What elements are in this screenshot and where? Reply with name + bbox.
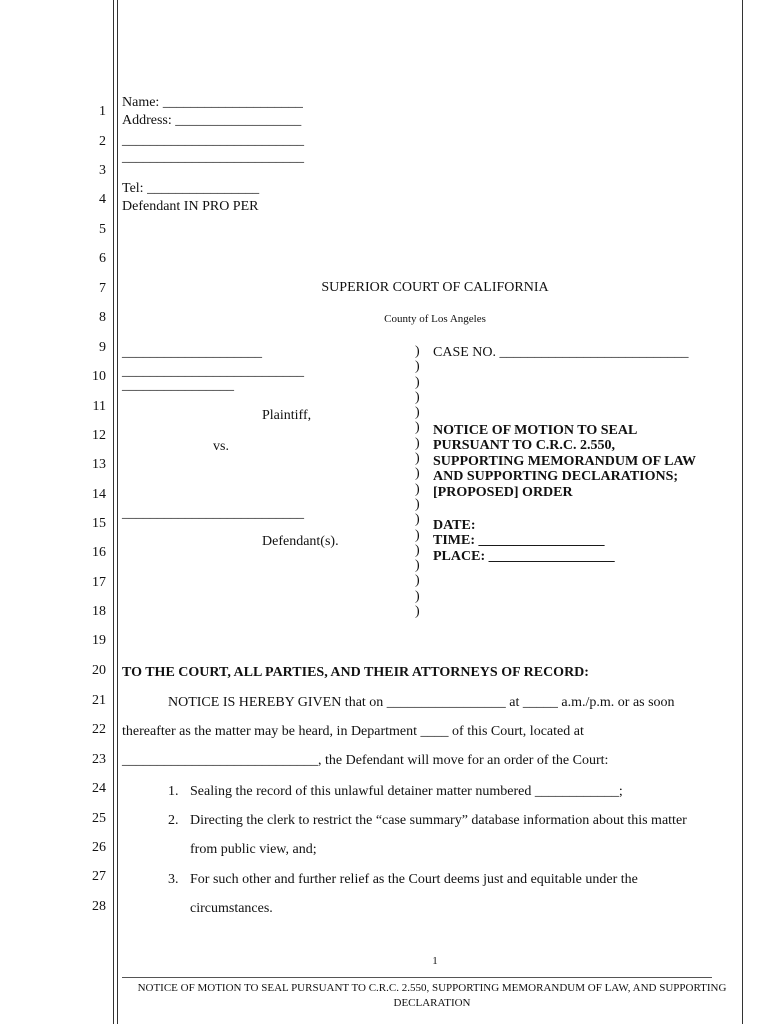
document-title-line-1: NOTICE OF MOTION TO SEAL bbox=[433, 423, 638, 438]
line-number: 12 bbox=[92, 428, 106, 443]
line-number: 11 bbox=[92, 399, 106, 414]
list-item-number: 1. bbox=[168, 784, 179, 799]
party-designation: Defendant IN PRO PER bbox=[122, 199, 259, 214]
address-field: Address: __________________ bbox=[122, 113, 302, 128]
footer-rule bbox=[122, 977, 712, 978]
line-number: 14 bbox=[92, 487, 106, 502]
notice-paragraph-line-1: NOTICE IS HEREBY GIVEN that on _________________ at _____ a.m./p.m. or as soon bbox=[168, 695, 675, 710]
list-item-text: For such other and further relief as the Court deems just and equitable under the bbox=[190, 872, 638, 887]
court-title: SUPERIOR COURT OF CALIFORNIA bbox=[321, 280, 549, 295]
hearing-place-field: PLACE: __________________ bbox=[433, 549, 615, 564]
address-line-2: __________________________ bbox=[122, 133, 304, 148]
left-margin-rule-outer bbox=[113, 0, 114, 1024]
list-item-text-continued: circumstances. bbox=[190, 901, 273, 916]
defendant-label: Defendant(s). bbox=[262, 534, 339, 549]
line-number: 13 bbox=[92, 457, 106, 472]
line-number: 21 bbox=[92, 693, 106, 708]
right-margin-rule bbox=[742, 0, 743, 1024]
line-number: 5 bbox=[99, 222, 106, 237]
line-number: 25 bbox=[92, 811, 106, 826]
list-item-number: 3. bbox=[168, 872, 179, 887]
tel-field: Tel: ________________ bbox=[122, 181, 260, 196]
document-title-line-5: [PROPOSED] ORDER bbox=[433, 485, 573, 500]
list-item-number: 2. bbox=[168, 813, 179, 828]
document-title-line-3: SUPPORTING MEMORANDUM OF LAW bbox=[433, 454, 697, 469]
line-number: 16 bbox=[92, 545, 106, 560]
line-number: 10 bbox=[92, 369, 106, 384]
line-number: 17 bbox=[92, 575, 106, 590]
list-item-text: Directing the clerk to restrict the “case summary” database information about this matter bbox=[190, 813, 687, 828]
versus-label: vs. bbox=[213, 439, 229, 454]
line-number: 3 bbox=[99, 163, 106, 178]
line-number: 2 bbox=[99, 134, 106, 149]
address-line-3: __________________________ bbox=[122, 150, 304, 165]
line-number: 4 bbox=[99, 192, 106, 207]
salutation: TO THE COURT, ALL PARTIES, AND THEIR ATTORNEYS OF RECORD: bbox=[122, 665, 589, 680]
document-title-line-4: AND SUPPORTING DECLARATIONS; bbox=[433, 469, 679, 484]
line-number: 8 bbox=[99, 310, 106, 325]
line-number: 26 bbox=[92, 840, 106, 855]
line-number: 6 bbox=[99, 251, 106, 266]
notice-paragraph-line-3: ____________________________, the Defendant will move for an order of the Court: bbox=[122, 753, 609, 768]
list-item-text: Sealing the record of this unlawful detainer matter numbered ____________; bbox=[190, 784, 623, 799]
list-item-text-continued: from public view, and; bbox=[190, 842, 317, 857]
line-number: 20 bbox=[92, 663, 106, 678]
line-number: 18 bbox=[92, 604, 106, 619]
document-title-line-2: PURSUANT TO C.R.C. 2.550, bbox=[433, 438, 616, 453]
line-number: 19 bbox=[92, 633, 106, 648]
defendant-line: __________________________ bbox=[122, 506, 304, 521]
notice-paragraph-line-2: thereafter as the matter may be heard, in Department ____ of this Court, located at bbox=[122, 724, 584, 739]
hearing-time-field: TIME: __________________ bbox=[433, 533, 605, 548]
line-number: 24 bbox=[92, 781, 106, 796]
line-number: 22 bbox=[92, 722, 106, 737]
line-number: 28 bbox=[92, 899, 106, 914]
plaintiff-line-1: ____________________ bbox=[122, 345, 262, 360]
caption-parenthesis-column: ) ) ) ) ) ) ) ) ) ) ) ) ) ) ) ) ) ) bbox=[415, 344, 420, 620]
case-number-field: CASE NO. ___________________________ bbox=[433, 345, 689, 360]
line-number: 23 bbox=[92, 752, 106, 767]
hearing-date-field: DATE: bbox=[433, 518, 476, 533]
line-number: 9 bbox=[99, 340, 106, 355]
plaintiff-label: Plaintiff, bbox=[262, 408, 312, 423]
left-margin-rule-inner bbox=[117, 0, 118, 1024]
page-number: 1 bbox=[432, 955, 438, 967]
plaintiff-line-2: __________________________ bbox=[122, 364, 304, 379]
line-number: 1 bbox=[99, 104, 106, 119]
line-number: 27 bbox=[92, 869, 106, 884]
line-number: 7 bbox=[99, 281, 106, 296]
court-county: County of Los Angeles bbox=[384, 313, 486, 325]
footer-title: NOTICE OF MOTION TO SEAL PURSUANT TO C.R.C. 2.550, SUPPORTING MEMORANDUM OF LAW, AND SUPPORTING DECLARATION bbox=[137, 982, 727, 1009]
plaintiff-line-3: ________________ bbox=[122, 378, 234, 393]
line-number: 15 bbox=[92, 516, 106, 531]
name-field: Name: ____________________ bbox=[122, 95, 303, 110]
